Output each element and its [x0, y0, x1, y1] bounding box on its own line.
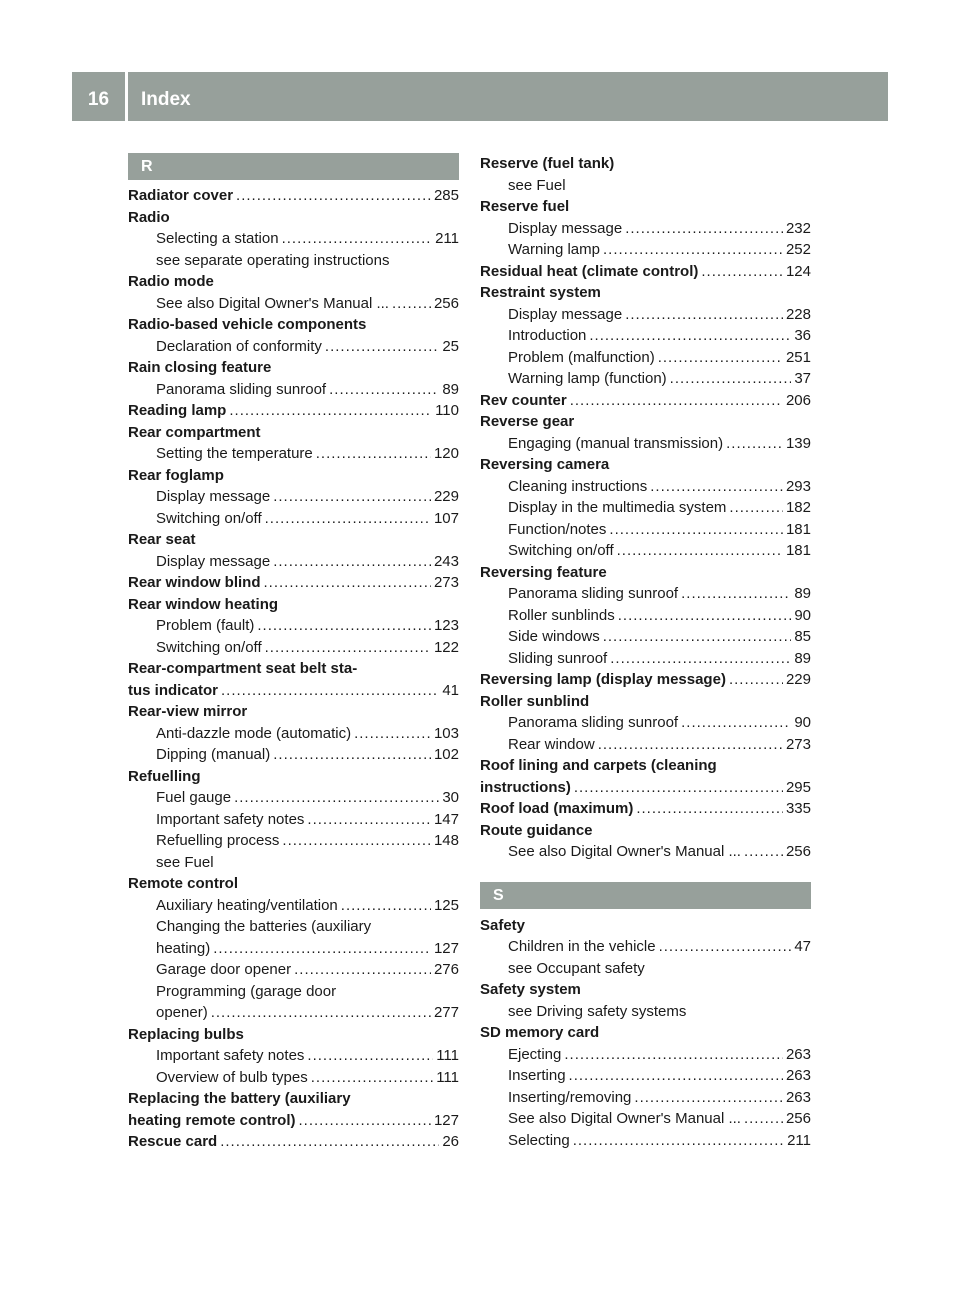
dot-leader — [282, 830, 431, 852]
dot-leader — [257, 615, 431, 637]
page-header — [72, 72, 888, 121]
index-subentry — [480, 1044, 811, 1066]
entry-term: Refuelling process — [156, 832, 280, 849]
index-entry — [480, 755, 811, 777]
index-entry — [128, 766, 459, 788]
index-entry — [128, 1110, 459, 1132]
index-entry — [128, 1024, 459, 1046]
index-subentry — [128, 916, 459, 938]
page-reference: 30 — [442, 789, 459, 806]
index-subentry — [480, 540, 811, 562]
index-subentry — [480, 841, 811, 863]
page-reference: 26 — [442, 1133, 459, 1150]
entry-term: heating remote control) — [128, 1111, 296, 1129]
page-title: Index — [141, 89, 191, 110]
dot-leader — [573, 1130, 784, 1152]
index-entry — [480, 411, 811, 433]
index-entry — [128, 572, 459, 594]
dot-leader — [650, 476, 783, 498]
section-header: S — [480, 882, 811, 909]
dot-leader — [659, 936, 792, 958]
page-reference: 256 — [785, 1110, 811, 1127]
index-entry — [480, 196, 811, 218]
index-subentry — [480, 626, 811, 648]
dot-leader — [220, 1131, 439, 1153]
entry-term: Display message — [508, 305, 623, 323]
dot-leader — [316, 443, 431, 465]
index-entry — [480, 669, 811, 691]
entry-term: Setting the temperature — [156, 445, 313, 462]
entry-term: Roller sunblind — [480, 692, 590, 710]
entry-term: Inserting/removing — [508, 1088, 632, 1106]
index-subentry — [128, 895, 459, 917]
page-reference: 110 — [435, 402, 459, 419]
page-reference: 37 — [794, 370, 811, 387]
entry-term: Reversing lamp (display message) — [480, 671, 726, 688]
page-reference: 251 — [785, 348, 811, 366]
page-reference: 206 — [785, 391, 811, 409]
dot-leader — [213, 938, 431, 960]
dot-leader — [273, 486, 431, 508]
index-entry — [480, 1022, 811, 1044]
entry-term: Radio-based vehicle components — [128, 316, 367, 333]
dot-leader — [589, 325, 791, 347]
dot-leader — [744, 841, 783, 863]
index-entry — [128, 185, 459, 207]
entry-term: Rear-compartment seat belt sta- — [128, 660, 358, 677]
dot-leader — [726, 433, 783, 455]
index-subentry — [480, 1130, 811, 1152]
index-entry — [128, 422, 459, 444]
dot-leader — [341, 895, 431, 917]
page-reference: 90 — [794, 606, 811, 624]
entry-term: Radio mode — [128, 273, 214, 290]
entry-term: Replacing bulbs — [128, 1025, 244, 1043]
page-reference: 182 — [785, 499, 811, 516]
dot-leader — [234, 787, 439, 809]
entry-term: Reading lamp — [128, 402, 227, 419]
index-subentry — [128, 551, 459, 573]
index-subentry — [480, 734, 811, 756]
index-entry — [128, 207, 459, 229]
entry-term: Replacing the battery (auxiliary — [128, 1090, 351, 1107]
index-subentry — [480, 1087, 811, 1109]
page-reference: 127 — [433, 939, 459, 957]
index-subentry — [480, 1065, 811, 1087]
page-reference: 232 — [785, 219, 811, 237]
entry-term: see Occupant safety — [508, 959, 645, 977]
dot-leader — [625, 304, 783, 326]
index-subentry — [480, 304, 811, 326]
entry-term: Problem (fault) — [156, 617, 255, 634]
index-subentry — [128, 1002, 459, 1024]
dot-leader — [265, 508, 431, 530]
entry-term: Display message — [508, 219, 623, 237]
entry-term: Warning lamp — [508, 241, 600, 258]
index-subentry — [128, 336, 459, 358]
entry-term: Radiator cover — [128, 187, 234, 204]
index-subentry — [480, 1001, 811, 1023]
dot-leader — [603, 239, 783, 261]
page-reference: 47 — [794, 938, 811, 955]
index-subentry — [480, 497, 811, 519]
index-subentry — [128, 809, 459, 831]
entry-term: Ejecting — [508, 1045, 562, 1063]
page-reference: 181 — [785, 520, 811, 538]
entry-term: Safety system — [480, 981, 581, 998]
index-subentry — [480, 583, 811, 605]
page-reference: 243 — [433, 552, 459, 570]
entry-term: Display message — [156, 488, 271, 505]
page-reference: 293 — [785, 477, 811, 495]
page-reference: 111 — [436, 1047, 459, 1064]
entry-term: Engaging (manual transmission) — [508, 434, 724, 452]
entry-term: Cleaning instructions — [508, 477, 648, 495]
entry-term: see Driving safety systems — [508, 1002, 687, 1020]
index-subentry — [128, 852, 459, 874]
entry-term: instructions) — [480, 778, 571, 796]
entry-term: Restraint system — [480, 284, 601, 301]
index-subentry — [480, 712, 811, 734]
index-entry — [128, 357, 459, 379]
entry-term: Inserting — [508, 1067, 566, 1084]
entry-term: Rescue card — [128, 1133, 218, 1150]
entry-term: Selecting — [508, 1131, 570, 1149]
dot-leader — [658, 347, 783, 369]
index-entry — [480, 261, 811, 283]
dot-leader — [311, 1067, 433, 1089]
dot-leader — [325, 336, 439, 358]
index-entry — [480, 562, 811, 584]
entry-term: See also Digital Owner's Manual ... — [156, 294, 389, 312]
index-subentry — [480, 325, 811, 347]
index-subentry — [480, 519, 811, 541]
page-reference: 211 — [787, 1131, 811, 1149]
index-entry — [480, 691, 811, 713]
dot-leader — [307, 809, 431, 831]
page-reference: 252 — [785, 241, 811, 258]
entry-term: Problem (malfunction) — [508, 348, 655, 366]
dot-leader — [729, 669, 783, 691]
index-subentry — [480, 368, 811, 390]
index-entry — [128, 465, 459, 487]
page-reference: 89 — [442, 380, 459, 398]
entry-term: Reserve (fuel tank) — [480, 155, 615, 172]
index-subentry — [480, 648, 811, 670]
page-reference: 120 — [433, 445, 459, 462]
index-subentry — [128, 787, 459, 809]
entry-term: Important safety notes — [156, 810, 305, 828]
dot-leader — [294, 959, 431, 981]
index-subentry — [480, 936, 811, 958]
entry-term: Anti-dazzle mode (automatic) — [156, 724, 352, 742]
entry-term: Refuelling — [128, 767, 201, 785]
index-subentry — [480, 239, 811, 261]
entry-term: Switching on/off — [508, 542, 614, 559]
page-reference: 107 — [433, 509, 459, 527]
page-reference: 102 — [433, 746, 459, 763]
index-column-left — [128, 153, 459, 1153]
page-reference: 273 — [785, 735, 811, 753]
dot-leader — [634, 1087, 783, 1109]
entry-term: Reserve fuel — [480, 198, 570, 215]
index-entry — [480, 915, 811, 937]
page-reference: 276 — [433, 961, 459, 978]
index-subentry — [128, 228, 459, 250]
entry-term: Reverse gear — [480, 413, 575, 430]
page-reference: 125 — [433, 896, 459, 914]
index-subentry — [128, 830, 459, 852]
index-subentry — [480, 347, 811, 369]
index-subentry — [128, 1045, 459, 1067]
dot-leader — [609, 519, 783, 541]
entry-term: Safety — [480, 916, 526, 934]
entry-term: Sliding sunroof — [508, 649, 608, 667]
index-subentry — [128, 379, 459, 401]
dot-leader — [617, 540, 783, 562]
dot-leader — [681, 712, 791, 734]
index-entry — [480, 282, 811, 304]
index-subentry — [128, 637, 459, 659]
index-entry — [480, 153, 811, 175]
entry-term: Overview of bulb types — [156, 1068, 308, 1086]
dot-leader — [354, 723, 431, 745]
header-divider — [125, 72, 128, 121]
index-subentry — [128, 1067, 459, 1089]
index-entry — [480, 454, 811, 476]
index-entry — [128, 873, 459, 895]
entry-term: Dipping (manual) — [156, 746, 271, 763]
index-entry — [128, 658, 459, 680]
index-entry — [128, 1131, 459, 1153]
page-reference: 285 — [433, 187, 459, 204]
page-reference: 148 — [433, 832, 459, 849]
page-reference: 229 — [785, 671, 811, 688]
entry-term: Rear window heating — [128, 595, 279, 613]
dot-leader — [273, 744, 431, 766]
page-reference: 263 — [785, 1045, 811, 1063]
page-reference: 85 — [794, 628, 811, 645]
dot-leader — [681, 583, 791, 605]
entry-term: Reversing feature — [480, 563, 607, 581]
index-subentry — [480, 476, 811, 498]
page-reference: 103 — [433, 724, 459, 742]
index-entry — [480, 390, 811, 412]
page-reference: 335 — [785, 800, 811, 817]
page-number: 16 — [87, 89, 110, 110]
dot-leader — [670, 368, 792, 390]
entry-term: SD memory card — [480, 1024, 600, 1041]
index-subentry — [128, 981, 459, 1003]
entry-term: Auxiliary heating/ventilation — [156, 896, 338, 914]
dot-leader — [744, 1108, 783, 1130]
index-subentry — [128, 293, 459, 315]
index-subentry — [128, 959, 459, 981]
index-entry — [480, 979, 811, 1001]
entry-term: Rear window — [508, 735, 595, 753]
index-subentry — [128, 744, 459, 766]
entry-term: Remote control — [128, 875, 239, 892]
page-reference: 273 — [433, 574, 459, 591]
page-reference: 25 — [442, 337, 459, 355]
page-reference: 211 — [435, 230, 459, 247]
page-reference: 89 — [794, 649, 811, 667]
entry-term: Important safety notes — [156, 1047, 305, 1064]
entry-term: Rain closing feature — [128, 359, 272, 376]
index-subentry — [128, 443, 459, 465]
entry-term: Switching on/off — [156, 638, 262, 656]
entry-term: Rear foglamp — [128, 466, 224, 484]
index-column-right — [480, 153, 811, 1151]
entry-term: See also Digital Owner's Manual ... — [508, 843, 741, 860]
entry-term: tus indicator — [128, 681, 219, 699]
page-reference: 256 — [785, 843, 811, 860]
entry-term: Roof lining and carpets (cleaning — [480, 757, 717, 774]
entry-term: Warning lamp (function) — [508, 370, 667, 387]
dot-leader — [729, 497, 783, 519]
entry-term: Rear seat — [128, 531, 196, 548]
entry-term: Display message — [156, 552, 271, 570]
dot-leader — [273, 551, 431, 573]
index-entry — [128, 701, 459, 723]
page-reference: 181 — [785, 542, 811, 559]
index-entry — [128, 680, 459, 702]
page-reference: 295 — [785, 778, 811, 796]
page-reference: 229 — [433, 488, 459, 505]
index-subentry — [128, 615, 459, 637]
dot-leader — [265, 637, 431, 659]
entry-term: See also Digital Owner's Manual ... — [508, 1110, 741, 1127]
entry-term: Selecting a station — [156, 230, 279, 247]
index-entry — [128, 1088, 459, 1110]
entry-term: see Fuel — [508, 176, 566, 194]
entry-term: Fuel gauge — [156, 789, 232, 806]
index-subentry — [128, 938, 459, 960]
dot-leader — [329, 379, 439, 401]
page-reference: 139 — [785, 434, 811, 452]
index-subentry — [480, 433, 811, 455]
index-subentry — [480, 218, 811, 240]
entry-term: Children in the vehicle — [508, 938, 656, 955]
page-reference: 36 — [794, 327, 811, 344]
dot-leader — [570, 390, 783, 412]
dot-leader — [299, 1110, 431, 1132]
dot-leader — [282, 228, 433, 250]
dot-leader — [221, 680, 439, 702]
entry-term: Roller sunblinds — [508, 606, 615, 624]
entry-term: Reversing camera — [480, 456, 610, 473]
index-entry — [480, 798, 811, 820]
entry-term: Radio — [128, 208, 170, 226]
dot-leader — [569, 1065, 783, 1087]
index-entry — [128, 271, 459, 293]
entry-term: Side windows — [508, 628, 600, 645]
index-entry — [128, 400, 459, 422]
index-subentry — [128, 508, 459, 530]
entry-term: Changing the batteries (auxiliary — [156, 918, 372, 935]
page-reference: 41 — [442, 681, 459, 699]
index-subentry — [128, 250, 459, 272]
dot-leader — [307, 1045, 433, 1067]
dot-leader — [598, 734, 783, 756]
index-subentry — [480, 1108, 811, 1130]
dot-leader — [564, 1044, 783, 1066]
dot-leader — [610, 648, 791, 670]
index-subentry — [480, 958, 811, 980]
dot-leader — [236, 185, 431, 207]
entry-term: Residual heat (climate control) — [480, 262, 699, 280]
dot-leader — [625, 218, 783, 240]
dot-leader — [636, 798, 783, 820]
index-subentry — [128, 486, 459, 508]
index-entry — [480, 820, 811, 842]
index-subentry — [128, 723, 459, 745]
entry-term: heating) — [156, 939, 211, 957]
dot-leader — [392, 293, 431, 315]
entry-term: Rear window blind — [128, 574, 261, 591]
index-entry — [128, 594, 459, 616]
page-reference: 123 — [433, 617, 459, 634]
page-reference: 147 — [433, 810, 459, 828]
dot-leader — [229, 400, 432, 422]
entry-term: Function/notes — [508, 520, 607, 538]
entry-term: Panorama sliding sunroof — [508, 585, 679, 602]
index-entry — [128, 529, 459, 551]
index-subentry — [480, 175, 811, 197]
entry-term: Programming (garage door — [156, 982, 337, 1000]
index-entry — [480, 777, 811, 799]
entry-term: Rear-view mirror — [128, 703, 248, 720]
entry-term: Rear compartment — [128, 423, 261, 441]
entry-term: see Fuel — [156, 853, 214, 871]
entry-term: see separate operating instructions — [156, 251, 390, 269]
page-reference: 127 — [433, 1111, 459, 1129]
page-reference: 228 — [785, 305, 811, 323]
page-reference: 122 — [433, 638, 459, 656]
index-subentry — [480, 605, 811, 627]
entry-term: Introduction — [508, 327, 587, 344]
entry-term: Display in the multimedia system — [508, 499, 727, 516]
entry-term: Rev counter — [480, 391, 567, 409]
page-reference: 111 — [436, 1068, 459, 1086]
index-entry — [128, 314, 459, 336]
entry-term: Switching on/off — [156, 509, 262, 527]
entry-term: Declaration of conformity — [156, 337, 322, 355]
dot-leader — [701, 261, 783, 283]
entry-term: Route guidance — [480, 821, 593, 839]
page-reference: 124 — [785, 262, 811, 280]
entry-term: Panorama sliding sunroof — [508, 714, 679, 731]
page-reference: 256 — [433, 294, 459, 312]
entry-term: Panorama sliding sunroof — [156, 380, 327, 398]
dot-leader — [574, 777, 783, 799]
page-reference: 90 — [794, 714, 811, 731]
entry-term: Roof load (maximum) — [480, 800, 634, 817]
page-reference: 263 — [785, 1088, 811, 1106]
entry-term: opener) — [156, 1004, 208, 1021]
dot-leader — [618, 605, 792, 627]
entry-term: Garage door opener — [156, 961, 292, 978]
dot-leader — [211, 1002, 431, 1024]
section-header: R — [128, 153, 459, 180]
dot-leader — [264, 572, 431, 594]
page-reference: 263 — [785, 1067, 811, 1084]
page-reference: 277 — [433, 1004, 459, 1021]
page-reference: 89 — [794, 585, 811, 602]
dot-leader — [603, 626, 792, 648]
